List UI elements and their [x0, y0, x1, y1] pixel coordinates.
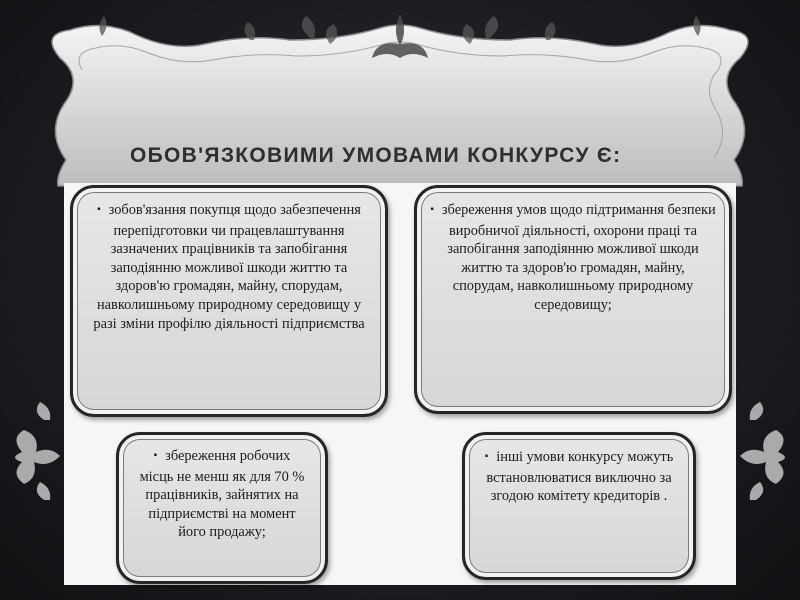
square-bullet-icon: ▪	[484, 451, 489, 462]
square-bullet-icon: ▪	[97, 204, 101, 215]
condition-box-retraining	[70, 185, 388, 417]
condition-label: збереження умов щодо підтримання безпеки виробничої діяльності, охорони праці та запобігання заподіянню можливої шкоди життю та здоров'ю громадян, майну, спорудам, навколишньому природному середовищу;	[441, 202, 716, 313]
right-side-ornament	[740, 402, 785, 500]
condition-text	[73, 201, 385, 333]
condition-text	[465, 448, 693, 506]
condition-text	[417, 201, 729, 315]
square-bullet-icon: ▪	[153, 450, 158, 461]
condition-label: збереження робочих місць не менш як для 70 % працівників, зайнятих на підприємстві на момент його продажу;	[139, 448, 305, 541]
square-bullet-icon: ▪	[430, 204, 434, 215]
left-side-ornament	[15, 402, 60, 500]
slide-title: ОБОВ'ЯЗКОВИМИ УМОВАМИ КОНКУРСУ Є:	[130, 144, 622, 167]
condition-label: інші умови конкурсу можуть встановлюватися виключно за згодою комітету кредиторів .	[486, 449, 674, 505]
condition-box-other	[462, 432, 696, 580]
condition-box-safety	[414, 185, 732, 414]
condition-label: зобов'язання покупця щодо забезпечення перепідготовки чи працевлаштування зазначених працівників та запобігання заподіянню можливої шкоди життю та здоров'ю громадян, майну, спорудам, навколишньому природному середовищу у разі зміни профілю діяльності підприємства	[93, 202, 365, 332]
condition-text	[119, 447, 325, 542]
condition-box-jobs	[116, 432, 328, 584]
